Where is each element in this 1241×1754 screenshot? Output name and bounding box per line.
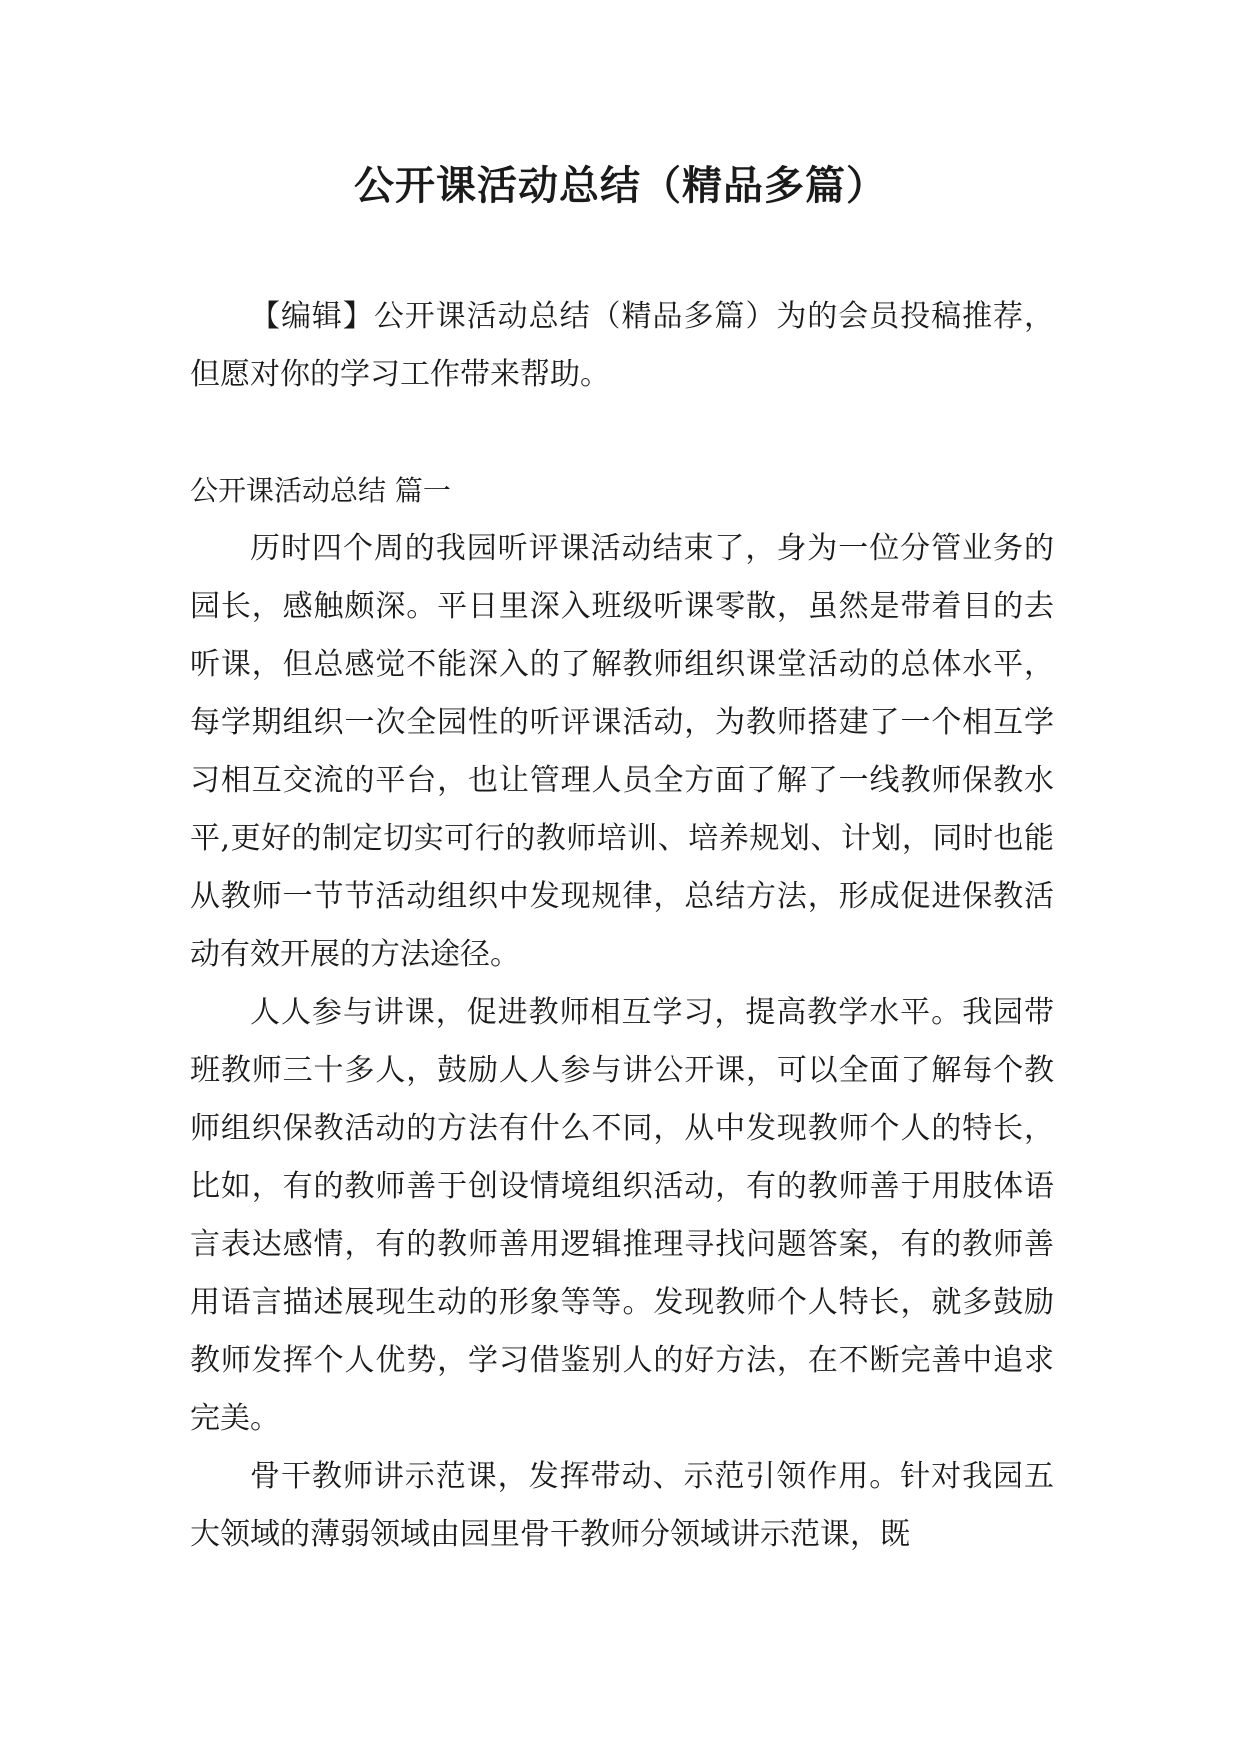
body-paragraph-1: 历时四个周的我园听评课活动结束了，身为一位分管业务的园长，感触颇深。平日里深入班级听课零散，虽然是带着目的去听课，但总感觉不能深入的了解教师组织课堂活动的总体水平，每学期组织一次全园性的听评课活动，为教师搭建了一个相互学习相互交流的平台，也让管理人员全方面了解了一线教师保教水平,更好的制定切实可行的教师培训、培养规划、计划，同时也能从教师一节节活动组织中发现规律，总结方法，形成促进保教活动有效开展的方法途径。 [190, 531, 1054, 972]
body-paragraph-3: 骨干教师讲示范课，发挥带动、示范引领作用。针对我园五大领域的薄弱领域由园里骨干教师分领域讲示范课，既 [190, 1459, 1054, 1552]
document-title: 公开课活动总结（精品多篇） [354, 163, 887, 209]
body-paragraph-2: 人人参与讲课，促进教师相互学习，提高教学水平。我园带班教师三十多人，鼓励人人参与讲公开课，可以全面了解每个教师组织保教活动的方法有什么不同，从中发现教师个人的特长，比如，有的教师善于创设情境组织活动，有的教师善于用肢体语言表达感情，有的教师善用逻辑推理寻找问题答案，有的教师善用语言描述展现生动的形象等等。发现教师个人特长，就多鼓励教师发挥个人优势，学习借鉴别人的好方法，在不断完善中追求完美。 [190, 995, 1054, 1436]
section-heading: 公开课活动总结 篇一 [190, 474, 451, 507]
document-body [190, 288, 1054, 1564]
editor-note: 【编辑】公开课活动总结（精品多篇）为的会员投稿推荐，但愿对你的学习工作带来帮助。 [190, 299, 1054, 392]
